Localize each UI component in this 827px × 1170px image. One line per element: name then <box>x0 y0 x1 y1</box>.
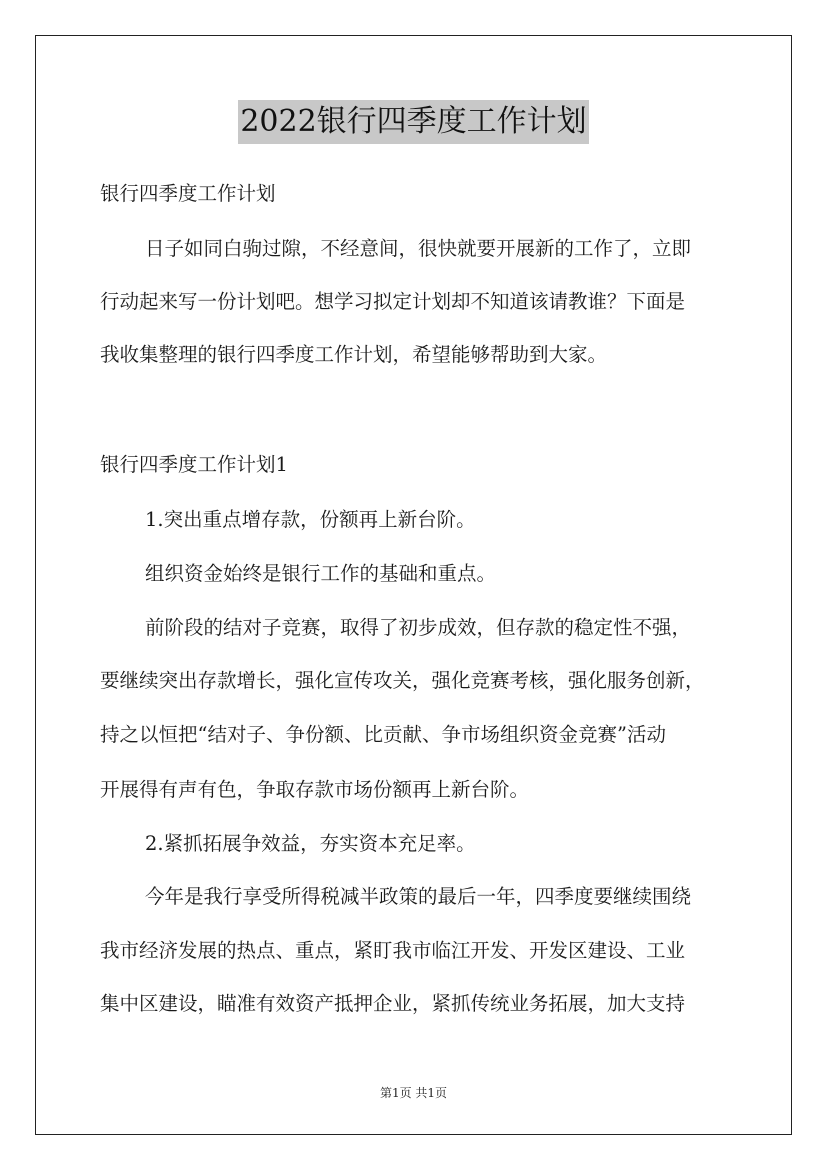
paragraph-line: 我市经济发展的热点、重点，紧盯我市临江开发、开发区建设、工业 <box>100 939 686 962</box>
document-title: 2022银行四季度工作计划 <box>238 100 588 144</box>
point-heading: 1.突出重点增存款，份额再上新台阶。 <box>145 508 476 531</box>
section-subtitle: 银行四季度工作计划 <box>100 182 276 205</box>
paragraph-line: 组织资金始终是银行工作的基础和重点。 <box>145 562 497 585</box>
page-footer: 第1页 共1页 <box>379 1086 448 1100</box>
paragraph-line: 今年是我行享受所得税减半政策的最后一年，四季度要继续围绕 <box>145 885 692 908</box>
point-heading: 2.紧抓拓展争效益，夯实资本充足率。 <box>145 832 476 855</box>
paragraph-line: 我收集整理的银行四季度工作计划，希望能够帮助到大家。 <box>100 343 608 366</box>
title-container <box>0 100 827 144</box>
paragraph-line: 集中区建设，瞄准有效资产抵押企业，紧抓传统业务拓展，加大支持 <box>100 992 686 1015</box>
paragraph-line: 行动起来写一份计划吧。想学习拟定计划却不知道该请教谁？下面是 <box>100 290 686 313</box>
section-subtitle: 银行四季度工作计划1 <box>100 453 288 476</box>
paragraph-line: 日子如同白驹过隙，不经意间，很快就要开展新的工作了，立即 <box>145 237 692 260</box>
paragraph-line: 开展得有声有色，争取存款市场份额再上新台阶。 <box>100 778 530 801</box>
paragraph-line: 持之以恒把“结对子、争份额、比贡献、争市场组织资金竞赛”活动 <box>100 723 666 746</box>
paragraph-line: 前阶段的结对子竞赛，取得了初步成效，但存款的稳定性不强， <box>145 616 692 639</box>
paragraph-line: 要继续突出存款增长，强化宣传攻关，强化竞赛考核，强化服务创新， <box>100 669 705 692</box>
